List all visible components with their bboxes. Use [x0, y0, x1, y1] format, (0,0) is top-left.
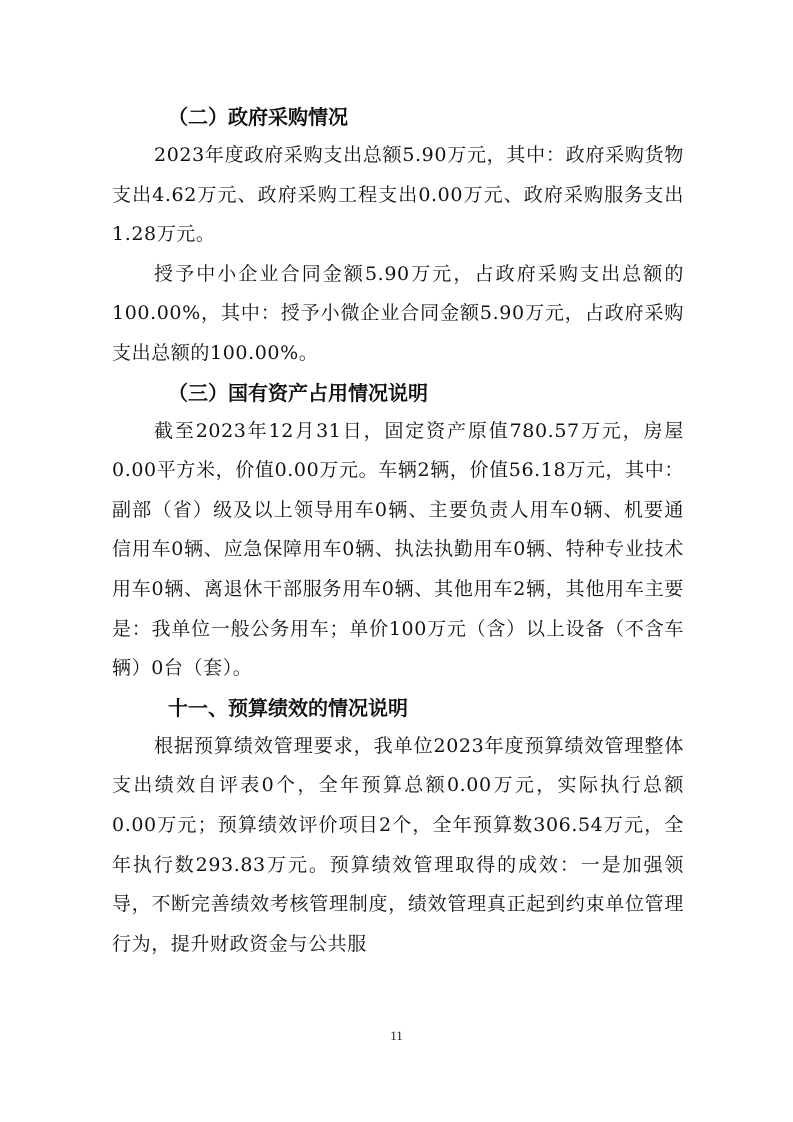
page-number: 11 — [390, 1028, 403, 1043]
page-content — [112, 98, 684, 964]
paragraph-procurement-expenditure: 2023年度政府采购支出总额5.90万元，其中：政府采购货物支出4.62万元、政府采购工程支出0.00万元、政府采购服务支出1.28万元。 — [112, 144, 684, 246]
section-heading-budget-performance: 十一、预算绩效的情况说明 — [168, 695, 408, 720]
paragraph-budget-performance: 根据预算绩效管理要求，我单位2023年度预算绩效管理整体支出绩效自评表0个，全年预算总额0.00万元，实际执行总额0.00万元；预算绩效评价项目2个，全年预算数306.54万元，全年执行数293.83万元。预算绩效管理取得的成效：一是加强领导，不断完善绩效考核管理制度，绩效管理真正起到约束单位管理行为，提升财政资金与公共服 — [112, 734, 684, 955]
paragraph-state-assets: 截至2023年12月31日，固定资产原值780.57万元，房屋0.00平方米，价值0.00万元。车辆2辆，价值56.18万元，其中：副部（省）级及以上领导用车0辆、主要负责人用车0辆、机要通信用车0辆、应急保障用车0辆、执法执勤用车0辆、特种专业技术用车0辆、离退休干部服务用车0辆、其他用车2辆，其他用车主要是：我单位一般公务用车；单价100万元（含）以上设备（不含车辆）0台（套）。 — [112, 419, 684, 680]
paragraph-sme-contracts: 授予中小企业合同金额5.90万元，占政府采购支出总额的100.00%，其中：授予小微企业合同金额5.90万元，占政府采购支出总额的100.00%。 — [112, 262, 684, 364]
section-heading-state-assets: （三）国有资产占用情况说明 — [168, 380, 428, 405]
section-heading-government-procurement: （二）政府采购情况 — [168, 105, 348, 129]
